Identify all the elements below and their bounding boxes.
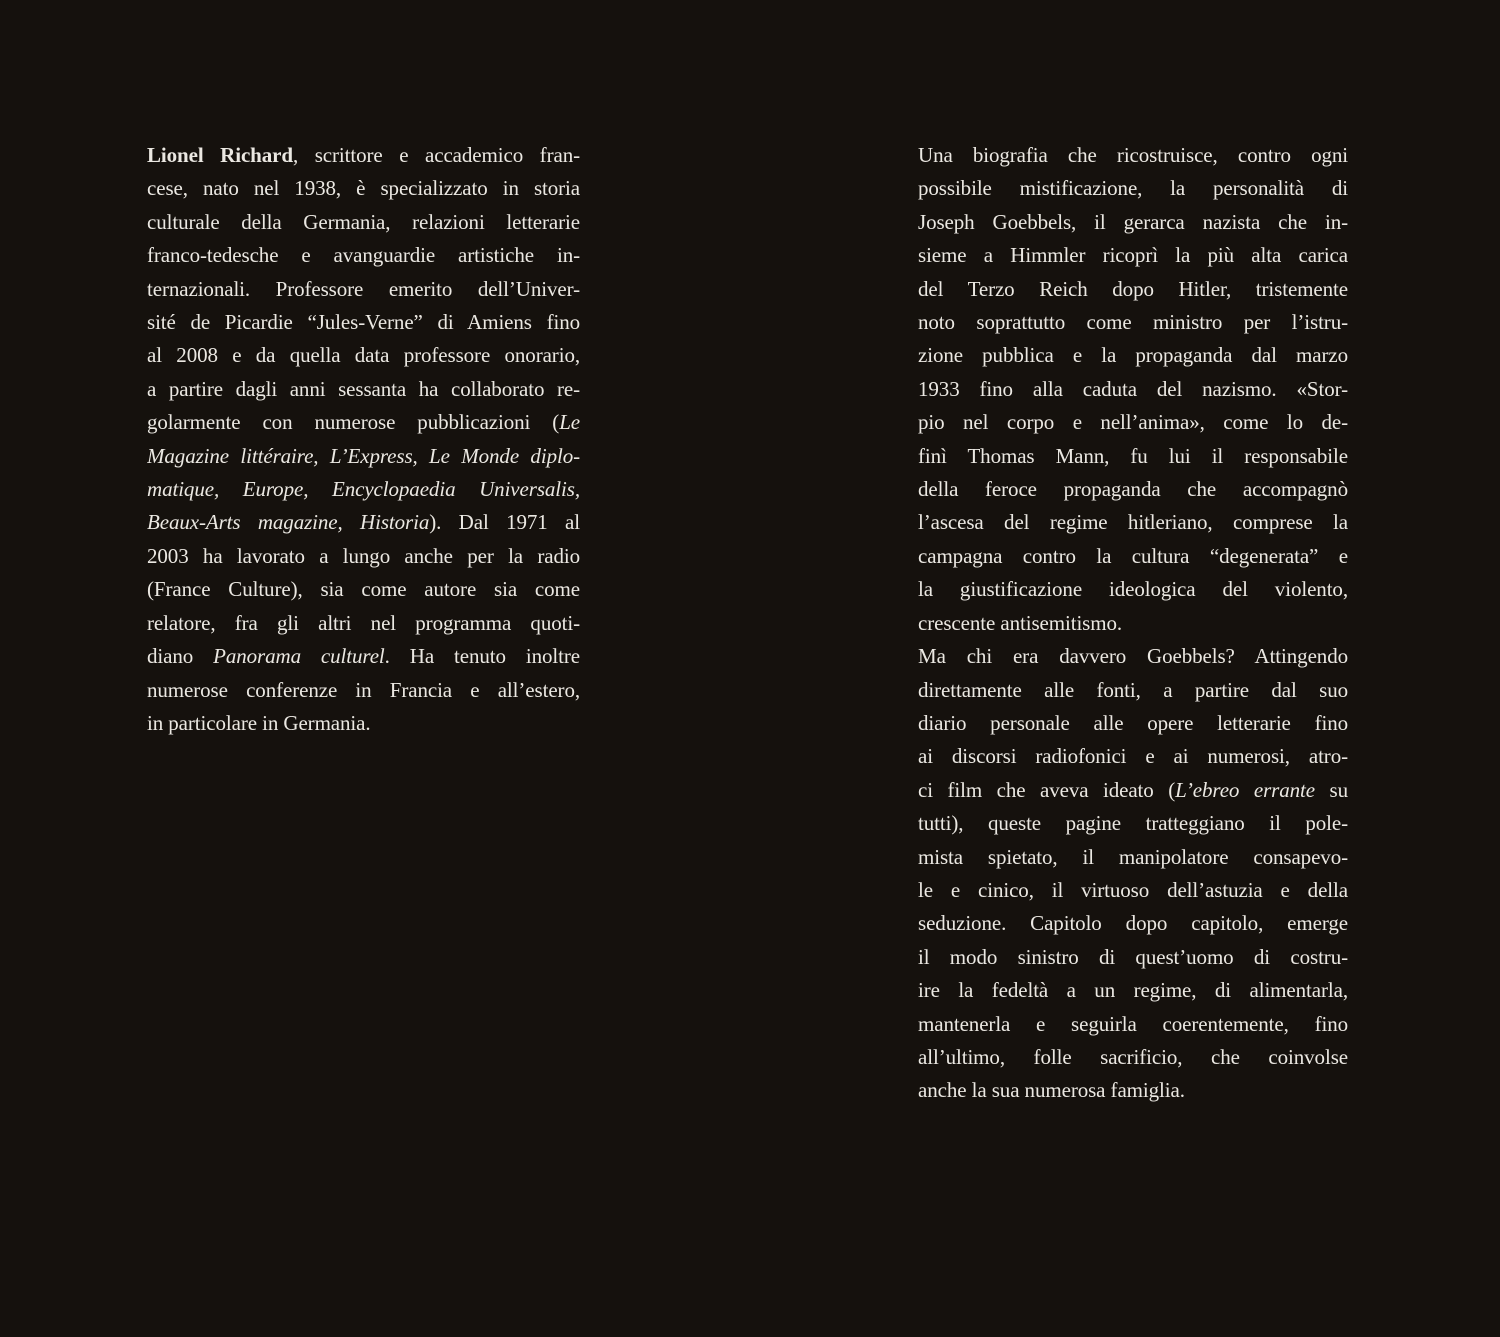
text-line: ternazionali. Professore emerito dell’Univer- — [147, 276, 580, 301]
text-line: (France Culture), sia come autore sia come — [147, 577, 580, 602]
text-line: l’ascesa del regime hitleriano, comprese la — [918, 510, 1348, 535]
text-line: diario personale alle opere letterarie fino — [918, 710, 1348, 735]
text-line: tutti), queste pagine tratteggiano il pole- — [918, 811, 1348, 836]
text-line: all’ultimo, folle sacrificio, che coinvolse — [918, 1044, 1348, 1069]
text-line: cese, nato nel 1938, è specializzato in storia — [147, 176, 580, 201]
text-line: della feroce propaganda che accompagnò — [918, 477, 1348, 502]
text-line: ci film che aveva ideato (L’ebreo errante su — [918, 777, 1348, 802]
text-line: pio nel corpo e nell’anima», come lo de- — [918, 410, 1348, 435]
book-description-column — [918, 139, 1348, 1108]
text-line: numerose conferenze in Francia e all’estero, — [147, 677, 580, 702]
text-line: le e cinico, il virtuoso dell’astuzia e della — [918, 877, 1348, 902]
text-line: noto soprattutto come ministro per l’istru- — [918, 310, 1348, 335]
text-line: la giustificazione ideologica del violento, — [918, 577, 1348, 602]
text-line: ire la fedeltà a un regime, di alimentarla, — [918, 978, 1348, 1003]
text-line: a partire dagli anni sessanta ha collaborato re- — [147, 376, 580, 401]
text-line: 2003 ha lavorato a lungo anche per la radio — [147, 543, 580, 568]
text-line: mantenerla e seguirla coerentemente, fino — [918, 1011, 1348, 1036]
text-line: anche la sua numerosa famiglia. — [918, 1078, 1185, 1103]
text-line: franco-tedesche e avanguardie artistiche in- — [147, 243, 580, 268]
text-line: matique, Europe, Encyclopaedia Universalis, — [147, 477, 580, 502]
text-line: golarmente con numerose pubblicazioni (Le — [147, 410, 580, 435]
text-line: ai discorsi radiofonici e ai numerosi, atro- — [918, 744, 1348, 769]
text-line: Lionel Richard, scrittore e accademico fran- — [147, 143, 580, 167]
text-line: finì Thomas Mann, fu lui il responsabile — [918, 443, 1348, 468]
text-line: campagna contro la cultura “degenerata” e — [918, 543, 1348, 568]
text-line: diano Panorama culturel. Ha tenuto inoltre — [147, 644, 580, 669]
text-line: Beaux-Arts magazine, Historia). Dal 1971 al — [147, 510, 580, 535]
text-line: mista spietato, il manipolatore consapevo- — [918, 844, 1348, 869]
text-line: Ma chi era davvero Goebbels? Attingendo — [918, 644, 1348, 669]
text-line: culturale della Germania, relazioni letterarie — [147, 209, 580, 234]
text-line: relatore, fra gli altri nel programma quoti- — [147, 610, 580, 635]
text-line: sieme a Himmler ricoprì la più alta carica — [918, 243, 1348, 268]
author-bio-column — [147, 139, 580, 740]
text-line: sité de Picardie “Jules-Verne” di Amiens fino — [147, 310, 580, 335]
text-line: Joseph Goebbels, il gerarca nazista che in- — [918, 209, 1348, 234]
text-line: crescente antisemitismo. — [918, 610, 1123, 635]
text-line: zione pubblica e la propaganda dal marzo — [918, 343, 1348, 368]
text-line: direttamente alle fonti, a partire dal suo — [918, 677, 1348, 702]
text-line: seduzione. Capitolo dopo capitolo, emerge — [918, 911, 1348, 936]
text-line: 1933 fino alla caduta del nazismo. «Stor- — [918, 376, 1348, 401]
text-line: il modo sinistro di quest’uomo di costru- — [918, 944, 1348, 969]
text-line: in particolare in Germania. — [147, 710, 371, 735]
text-line: Una biografia che ricostruisce, contro ogni — [918, 143, 1348, 167]
text-line: del Terzo Reich dopo Hitler, tristemente — [918, 276, 1348, 301]
text-line: possibile mistificazione, la personalità di — [918, 176, 1348, 201]
text-line: Magazine littéraire, L’Express, Le Monde diplo- — [147, 443, 580, 468]
text-line: al 2008 e da quella data professore onorario, — [147, 343, 580, 368]
